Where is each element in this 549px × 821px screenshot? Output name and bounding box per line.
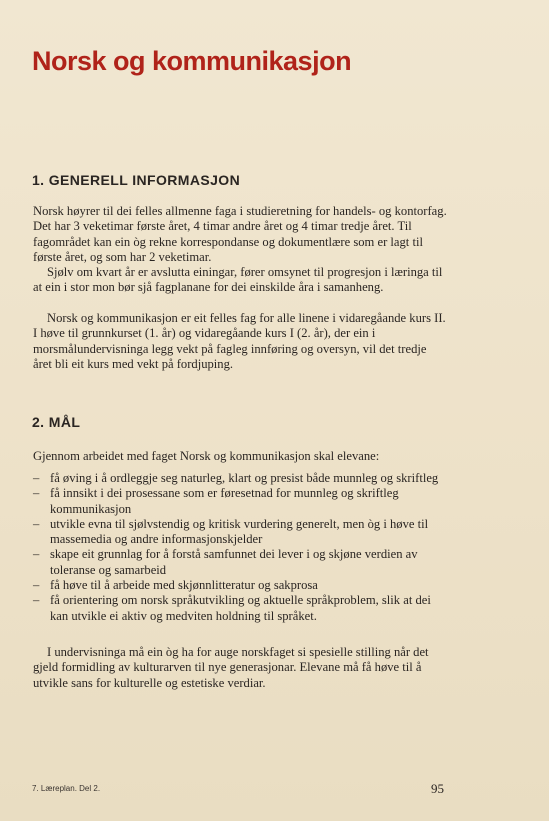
paragraph-general-2: Sjølv om kvart år er avslutta einingar, fører omsynet til progresjon i læringa til at ein i stor mon bør sjå fagplanane for dei einskilde åra i samanheng.: [33, 265, 443, 295]
list-item-text: få øving i å ordleggje seg naturleg, klart og presist både munnleg og skriftleg: [50, 471, 439, 485]
list-item: [33, 593, 448, 624]
list-item-text: skape eit grunnlag for å forstå samfunnet dei lever i og skjøne verdien av toleranse og samarbeid: [50, 547, 418, 577]
dash-bullet: –: [33, 578, 40, 593]
section-heading-goals: 2. MÅL: [32, 414, 81, 430]
goals-intro: Gjennom arbeidet med faget Norsk og kommunikasjon skal elevane:: [33, 449, 380, 463]
dash-bullet: –: [33, 486, 40, 501]
dash-bullet: –: [33, 593, 40, 608]
section-heading-general: 1. GENERELL INFORMASJON: [32, 172, 241, 188]
paragraph-general-1: Norsk høyrer til dei felles allmenne faga i studieretning for handels- og kontorfag. Det har 3 veketimar første året, 4 timar andre året og 4 timar tredje året. Til fagområdet kan ein òg rekne korrespondanse og dokumentlære som er lagt til første året, og som har 2 veketimar.: [33, 204, 447, 264]
list-item-text: utvikle evna til sjølvstendig og kritisk vurdering generelt, men òg i høve til massemedia og andre informasjonskjelder: [50, 516, 429, 547]
list-item: [33, 517, 448, 548]
goals-closing: I undervisninga må ein òg ha for auge norskfaget si spesielle stilling når det gjeld formidling av kulturarven til nye generasjonar. Elevane må få høve til å utvikle sans for kulturelle og estetiske verdiar.: [33, 645, 429, 690]
dash-bullet: –: [33, 471, 40, 485]
list-item-text: få høve til å arbeide med skjønnlitteratur og sakprosa: [50, 578, 318, 593]
list-item: [33, 486, 448, 517]
list-item-text: få orientering om norsk språkutvikling og aktuelle språkproblem, slik at dei kan utvikle ei aktiv og medviten holdning til språket.: [50, 593, 431, 623]
list-item-text: få innsikt i dei prosessane som er føresetnad for munnleg og skriftleg kommunikasjon: [50, 486, 399, 516]
dash-bullet: –: [33, 547, 40, 562]
list-item: [33, 547, 448, 578]
list-item: [33, 578, 448, 593]
paragraph-general-3: Norsk og kommunikasjon er eit felles fag for alle linene i vidaregåande kurs II. I høve til grunnkurset (1. år) og vidaregåande kurs I (2. år), der ein i morsmålundervisninga legg vekt på fagleg innføring og oversyn, vil det tredje året bli eit kurs med vekt på fordjuping.: [33, 311, 446, 371]
page-number: 95: [431, 781, 444, 796]
footer-note: 7. Læreplan. Del 2.: [32, 784, 101, 793]
page-title: Norsk og kommunikasjon: [32, 46, 352, 76]
dash-bullet: –: [33, 516, 40, 531]
list-item: [33, 471, 448, 486]
goals-list: [33, 471, 448, 624]
